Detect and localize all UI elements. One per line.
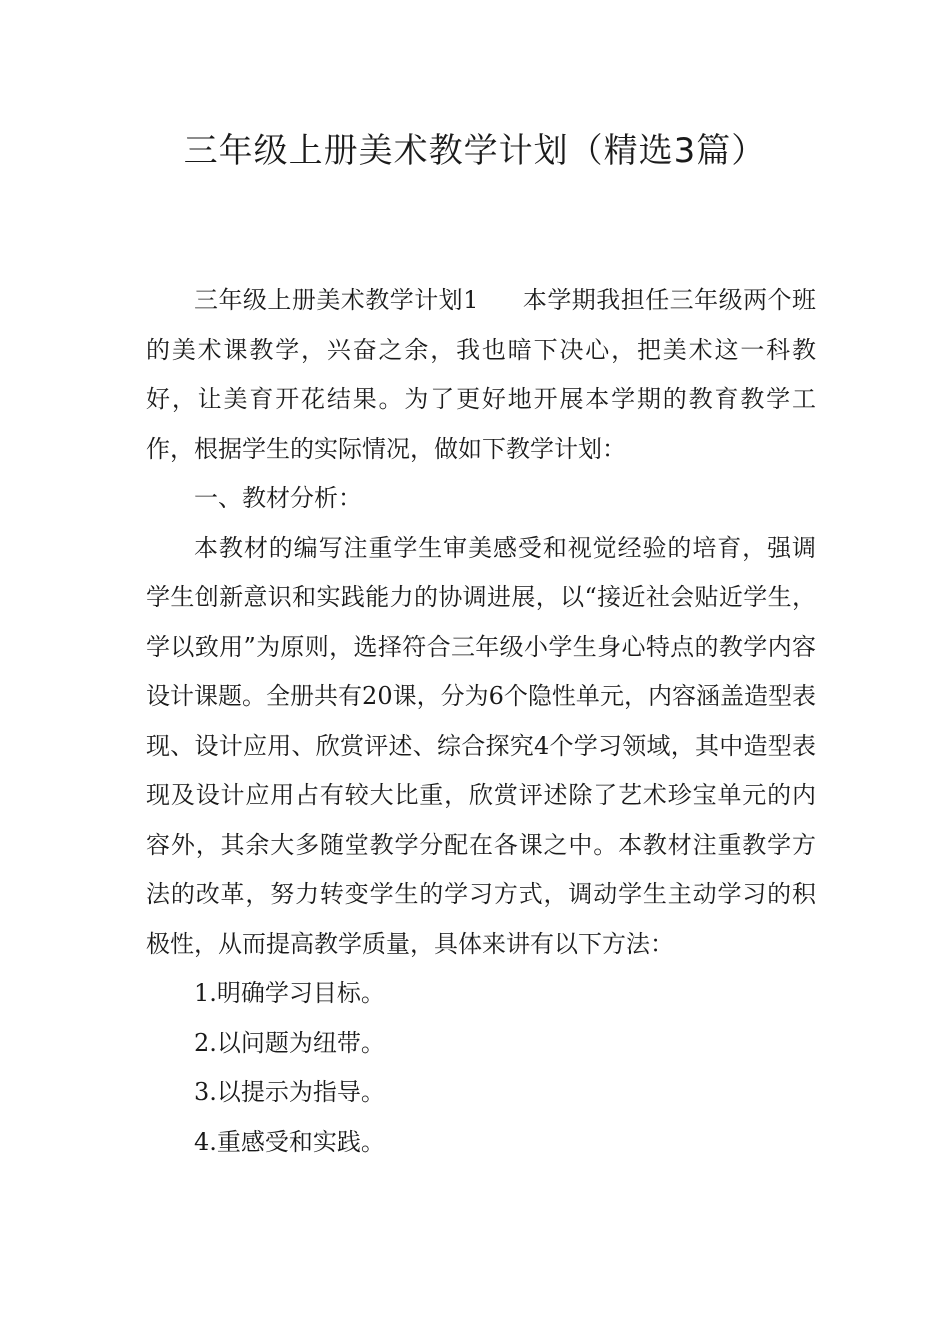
- method-item: 3.以提示为指导。: [194, 1078, 385, 1106]
- section-paragraph: 本教材的编写注重学生审美感受和视觉经验的培育，强调学生创新意识和实践能力的协调进展，以“接近社会贴近学生，学以致用”为原则，选择符合三年级小学生身心特点的教学内容设计课题。全册共有20课，分为6个隐性单元，内容涵盖造型表现、设计应用、欣赏评述、综合探究4个学习领域，其中造型表现及设计应用占有较大比重，欣赏评述除了艺术珍宝单元的内容外，其余大多随堂教学分配在各课之中。本教材注重教学方法的改革，努力转变学生的学习方式，调动学生主动学习的积极性，从而提高教学质量，具体来讲有以下方法：: [146, 533, 816, 958]
- intro-heading: 三年级上册美术教学计划1: [194, 286, 479, 314]
- document-title: 三年级上册美术教学计划（精选3篇）: [183, 131, 767, 171]
- method-item: 4.重感受和实践。: [194, 1127, 385, 1156]
- method-item: 2.以问题为纽带。: [194, 1028, 385, 1057]
- document-body: [146, 276, 816, 1167]
- intro-paragraph: [146, 276, 816, 474]
- method-item: 1.明确学习目标。: [194, 979, 385, 1007]
- section-heading: 一、教材分析：: [194, 484, 362, 512]
- intro-text: 本学期我担任三年级两个班的美术课教学，兴奋之余，我也暗下决心，把美术这一科教好，让美育开花结果。为了更好地开展本学期的教育教学工作，根据学生的实际情况，做如下教学计划：: [146, 286, 816, 463]
